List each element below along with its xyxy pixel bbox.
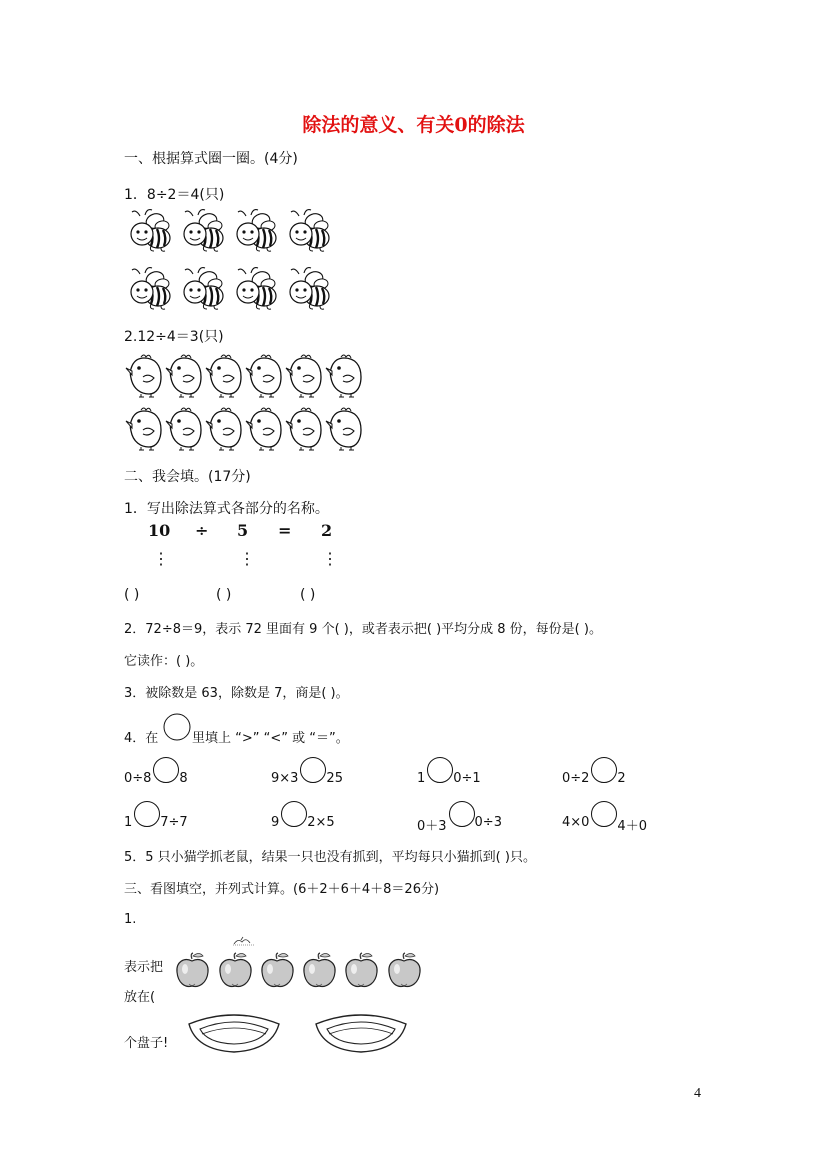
chick-icon: [287, 353, 323, 399]
compare-circle-icon: [152, 756, 180, 784]
compare-circle-icon: [448, 800, 476, 828]
quotient-number: 2: [321, 521, 333, 540]
bee-icon: [180, 267, 228, 313]
apple-icon: [176, 954, 209, 990]
bee-icon: [127, 209, 175, 255]
equals-sign: =: [278, 521, 292, 540]
bee-icon: [127, 267, 175, 313]
question-2-1: 1．写出除法算式各部分的名称。: [124, 501, 329, 517]
blank-divisor-name: ( ): [216, 587, 232, 603]
apple-icon: [303, 954, 336, 990]
question-2-2-read: 它读作：( )。: [124, 654, 204, 669]
chick-icon: [287, 406, 323, 452]
bee-icon: [233, 267, 281, 313]
chick-icon: [167, 406, 203, 452]
compare-left: 0＋3: [417, 819, 447, 834]
chick-icon: [207, 406, 243, 452]
text-plates: 个盘子!: [124, 1036, 169, 1051]
compare-left: 1: [124, 815, 133, 830]
chick-icon: [327, 353, 363, 399]
chick-icon: [327, 406, 363, 452]
compare-left: 0÷8: [124, 771, 152, 786]
apple-icon: [388, 954, 421, 990]
text-means: 表示把: [124, 960, 164, 975]
plate-icon: [186, 1010, 282, 1056]
chick-icon: [127, 406, 163, 452]
compare-right: 0÷1: [453, 771, 481, 786]
text-put-in: 放在(: [124, 990, 156, 1005]
compare-left: 1: [417, 771, 426, 786]
dots-divisor: ⋮: [239, 549, 255, 568]
compare-right: 25: [326, 771, 343, 786]
compare-left: 9×3: [271, 771, 299, 786]
compare-right: 0÷3: [474, 815, 502, 830]
page-title: 除法的意义、有关0的除法: [302, 114, 525, 136]
question-1-2: 2.12÷4＝3(只): [124, 329, 224, 345]
apple-icon: [219, 954, 252, 990]
compare-circle-icon: [299, 756, 327, 784]
question-2-4-suffix: 里填上 “>” “<” 或 “＝”。: [192, 731, 349, 746]
compare-left: 4×0: [562, 815, 590, 830]
chick-icon: [207, 353, 243, 399]
section-1-heading: 一、根据算式圈一圈。(4分): [124, 151, 298, 167]
compare-circle-icon: [162, 712, 192, 742]
compare-circle-icon: [590, 756, 618, 784]
bee-icon: [286, 267, 334, 313]
compare-right: 7÷7: [160, 815, 188, 830]
compare-right: 4＋0: [617, 819, 647, 834]
bee-icon: [286, 209, 334, 255]
decoration-mark-icon: [232, 936, 256, 946]
question-2-4-prefix: 4．在: [124, 731, 159, 746]
compare-right: 8: [179, 771, 188, 786]
plate-icon: [313, 1010, 409, 1056]
chick-icon: [167, 353, 203, 399]
compare-left: 0÷2: [562, 771, 590, 786]
chick-icon: [247, 406, 283, 452]
blank-dividend-name: ( ): [124, 587, 140, 603]
question-1-1: 1．8÷2＝4(只): [124, 187, 225, 203]
question-2-5: 5．5 只小猫学抓老鼠，结果一只也没有抓到，平均每只小猫抓到( )只。: [124, 850, 536, 865]
section-3-heading: 三、看图填空，并列式计算。(6＋2＋6＋4＋8＝26分): [124, 882, 440, 897]
compare-circle-icon: [426, 756, 454, 784]
bee-icon: [180, 209, 228, 255]
section-2-heading: 二、我会填。(17分): [124, 469, 251, 485]
blank-quotient-name: ( ): [300, 587, 316, 603]
dots-quotient: ⋮: [322, 549, 338, 568]
bee-icon: [233, 209, 281, 255]
compare-circle-icon: [280, 800, 308, 828]
compare-left: 9: [271, 815, 280, 830]
divide-sign: ÷: [195, 521, 209, 540]
dots-dividend: ⋮: [153, 549, 169, 568]
compare-circle-icon: [590, 800, 618, 828]
apple-icon: [345, 954, 378, 990]
question-2-2: 2．72÷8＝9，表示 72 里面有 9 个( )，或者表示把( )平均分成 8 份，每份是( )。: [124, 622, 602, 637]
compare-circle-icon: [133, 800, 161, 828]
page-number: 4: [694, 1086, 701, 1101]
chick-icon: [247, 353, 283, 399]
divisor-number: 5: [237, 521, 249, 540]
compare-right: 2: [617, 771, 626, 786]
compare-right: 2×5: [307, 815, 335, 830]
question-2-3: 3．被除数是 63，除数是 7，商是( )。: [124, 686, 349, 701]
dividend-number: 10: [148, 521, 171, 540]
apple-icon: [261, 954, 294, 990]
question-3-1: 1.: [124, 912, 137, 927]
chick-icon: [127, 353, 163, 399]
